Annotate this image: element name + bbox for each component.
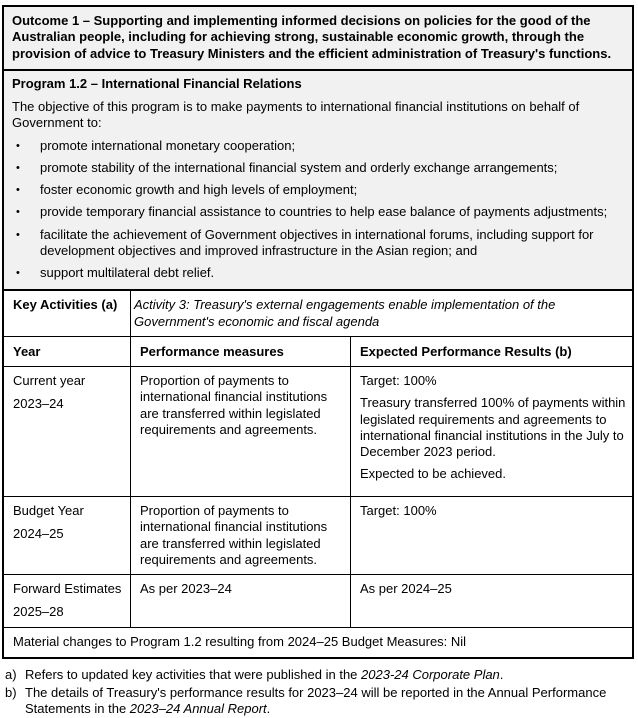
- measures-text: Proportion of payments to international financial institutions are transferred within legislated requirements and agreements.: [140, 373, 328, 437]
- outcome-text: Outcome 1 – Supporting and implementing informed decisions on policies for the good of the Australian people, including for achieving strong, sustainable economic growth, through the provision of advice to Treasury Ministers and the efficient administration of Treasury's functions.: [12, 13, 612, 61]
- year-cell: [4, 497, 130, 574]
- bullet-text: facilitate the achievement of Government objectives in international forums, including support for development objectives and improved infrastructure in the Asian region; and: [40, 226, 594, 258]
- bullet-marker: •: [16, 184, 20, 196]
- footnote-text-before: Refers to updated key activities that were published in the: [25, 666, 362, 682]
- measures-column-header: Performance measures: [130, 337, 350, 366]
- year-cell: [4, 367, 130, 496]
- key-activity-text: Activity 3: Treasury's external engagements enable implementation of the Government's economic and fiscal agenda: [130, 291, 608, 336]
- bullet-marker: •: [16, 228, 20, 241]
- result-paragraph: Expected to be achieved.: [360, 466, 506, 482]
- program-section: [4, 69, 632, 290]
- measures-cell: [130, 497, 350, 574]
- bullet-marker: •: [16, 267, 20, 279]
- footnote-label: b): [5, 685, 17, 700]
- year-label: Forward Estimates: [13, 581, 122, 596]
- footnote-label: a): [5, 666, 17, 682]
- year-label: Budget Year: [13, 503, 84, 518]
- program-objective: The objective of this program is to make payments to international financial institutions on behalf of Government to:: [12, 99, 580, 131]
- material-changes-text: Material changes to Program 1.2 resulting from 2024–25 Budget Measures: Nil: [13, 633, 467, 649]
- bullet-text: foster economic growth and high levels of employment;: [40, 182, 358, 197]
- measures-cell: [130, 575, 350, 627]
- table-row-budget-year: [4, 496, 632, 574]
- bullet-item: [12, 204, 624, 220]
- bullet-item: [12, 182, 624, 198]
- measures-cell: [130, 367, 350, 496]
- year-period: 2024–25: [13, 526, 64, 542]
- bullet-item: [12, 160, 624, 176]
- bullet-marker: •: [16, 206, 20, 219]
- bullet-item: [12, 227, 624, 260]
- footnotes: [2, 667, 634, 718]
- footnote-text-after: .: [499, 666, 504, 682]
- measures-text: Proportion of payments to international financial institutions are transferred within legislated requirements and agreements.: [140, 503, 328, 567]
- result-paragraph: Target: 100%: [360, 503, 437, 518]
- bullet-text: support multilateral debt relief.: [40, 265, 215, 280]
- bullet-text: promote stability of the international financial system and orderly exchange arrangements;: [40, 159, 558, 175]
- material-changes-row: [4, 627, 632, 657]
- key-activities-label: Key Activities (a): [13, 297, 118, 313]
- footnote-item: [5, 685, 634, 718]
- year-column-header: Year: [13, 343, 41, 359]
- footnote-italic-title: 2023–24 Annual Report: [129, 701, 267, 717]
- year-cell: [4, 575, 130, 627]
- year-period: 2023–24: [13, 396, 64, 412]
- result-paragraph: Treasury transferred 100% of payments within legislated requirements and agreements to international financial institutions in the July to December 2023 period.: [360, 395, 626, 459]
- footnote-italic-title: 2023-24 Corporate Plan: [361, 666, 500, 682]
- footnote-text: [25, 685, 634, 718]
- table-row-forward-estimates: [4, 574, 632, 627]
- footnote-text-after: .: [266, 701, 271, 717]
- bullet-marker: •: [16, 161, 20, 174]
- program-title: Program 1.2 – International Financial Relations: [12, 75, 302, 91]
- objective-bullet-list: [12, 138, 624, 282]
- bullet-text: provide temporary financial assistance to countries to help ease balance of payments adjustments;: [40, 204, 608, 220]
- bullet-item: [12, 265, 624, 281]
- program-1-2-table: [2, 5, 634, 659]
- bullet-text: promote international monetary cooperation;: [40, 137, 296, 153]
- year-label: Current year: [13, 373, 86, 388]
- outcome-header: [4, 7, 632, 69]
- results-cell: [350, 497, 632, 574]
- footnote-text-before: The details of Treasury's performance results for 2023–24 will be reported in the Annual Performance Statements in the: [25, 685, 607, 717]
- table-header-row: [4, 336, 632, 366]
- result-paragraph: Target: 100%: [360, 373, 437, 388]
- bullet-item: [12, 138, 624, 154]
- results-column-header: Expected Performance Results (b): [350, 337, 632, 366]
- year-period: 2025–28: [13, 604, 64, 620]
- measures-text: As per 2023–24: [140, 581, 232, 596]
- key-activities-row: [4, 289, 632, 336]
- results-cell: [350, 575, 632, 627]
- results-cell: [350, 367, 632, 496]
- bullet-marker: •: [16, 139, 20, 152]
- table-row-current-year: [4, 366, 632, 496]
- result-paragraph: As per 2024–25: [360, 581, 452, 596]
